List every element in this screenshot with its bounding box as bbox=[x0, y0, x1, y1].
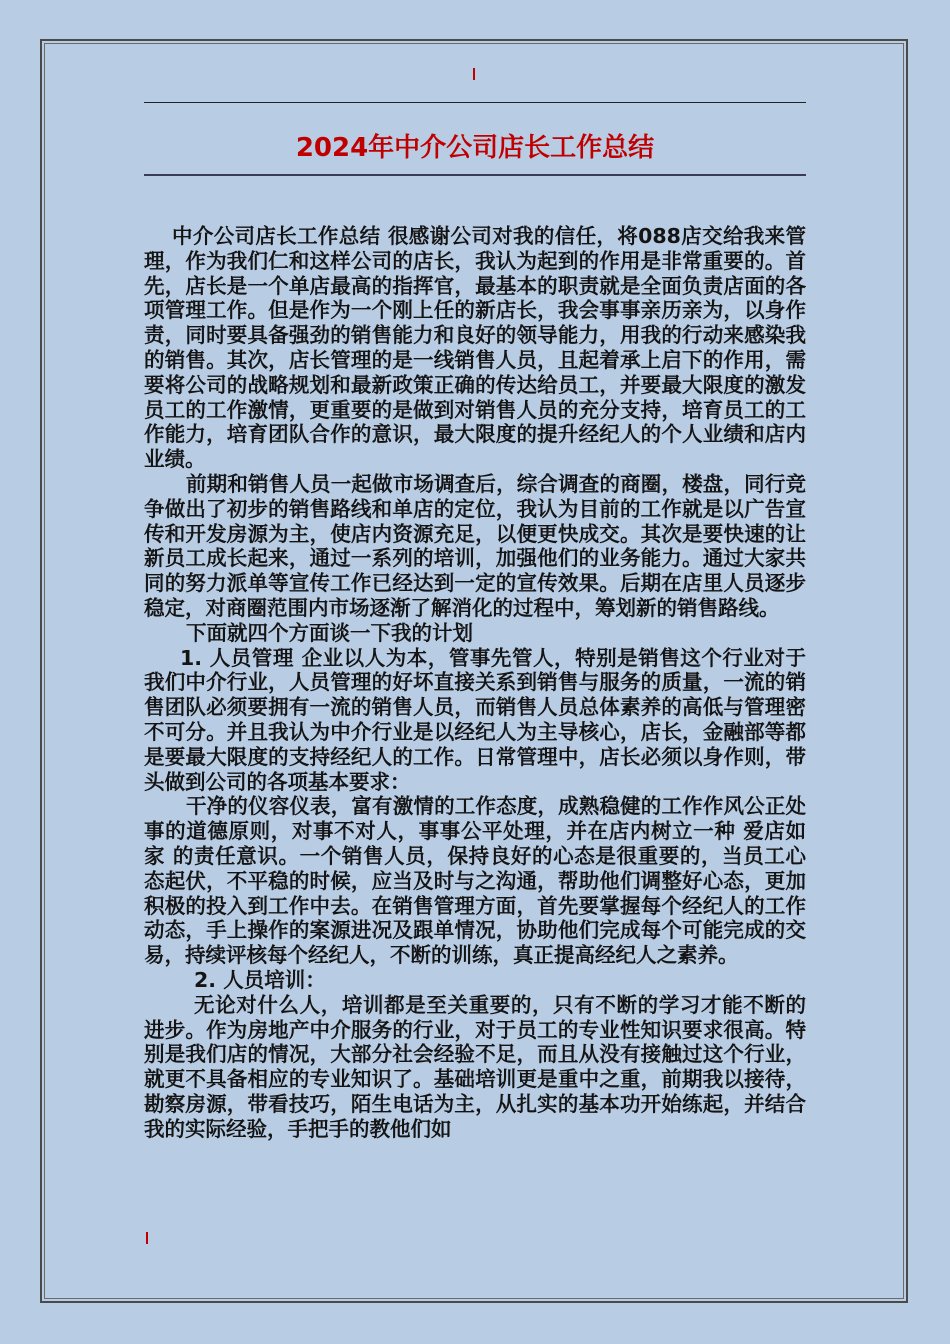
document-title: 2024年中介公司店长工作总结 bbox=[295, 133, 655, 163]
footer-cursor-mark bbox=[146, 1232, 148, 1244]
paragraph-personnel-management: 1. 人员管理 企业以人为本，管事先管人，特别是销售这个行业对于我们中介行业，人员管理的好坏直接关系到销售与服务的质量，一流的销售团队必须要拥有一流的销售人员，而销售人员总体素养的高低与管理密不可分。并且我认为中介行业是以经纪人为主导核心，店长，金融部等都是要最大限度的支持经纪人的工作。日常管理中，店长必须以身作则，带头做到公司的各项基本要求： bbox=[144, 645, 806, 794]
paragraph-training: 无论对什么人，培训都是至关重要的，只有不断的学习才能不断的进步。作为房地产中介服务的行业，对于员工的专业性知识要求很高。特别是我们店的情况，大部分社会经验不足，而且从没有接触过这个行业，就更不具备相应的专业知识了。基础培训更是重中之重，前期我以接待，勘察房源，带看技巧，陌生电话为主，从扎实的基本功开始练起，并结合我的实际经验，手把手的教他们如 bbox=[144, 992, 806, 1141]
paragraph-requirements: 干净的仪容仪表，富有激情的工作态度，成熟稳健的工作作风公正处事的道德原则，对事不对人，事事公平处理，并在店内树立一种 爱店如家 的责任意识。一个销售人员，保持良好的心态是很重要的，当员工心态起伏，不平稳的时候，应当及时与之沟通，帮助他们调整好心态，更加积极的投入到工作中去。在销售管理方面，首先要掌握每个经纪人的工作动态，手上操作的案源进况及跟单情况，协助他们完成每个可能完成的交易，持续评核每个经纪人，不断的训练，真正提高经纪人之素养。 bbox=[144, 794, 806, 968]
document-body bbox=[144, 224, 806, 1141]
paragraph-intro: 中介公司店长工作总结 很感谢公司对我的信任，将088店交给我来管理，作为我们仁和这样公司的店长，我认为起到的作用是非常重要的。首先，店长是一个单店最高的指挥官，最基本的职责就是全面负责店面的各项管理工作。但是作为一个刚上任的新店长，我会事事亲历亲为，以身作责，同时要具备强劲的销售能力和良好的领导能力，用我的行动来感染我的销售。其次，店长管理的是一线销售人员，且起着承上启下的作用，需要将公司的战略规划和最新政策正确的传达给员工，并要最大限度的激发员工的工作激情，更重要的是做到对销售人员的充分支持，培育员工的工作能力，培育团队合作的意识，最大限度的提升经纪人的个人业绩和店内业绩。 bbox=[144, 224, 806, 472]
title-rule bbox=[144, 174, 806, 176]
heading-personnel-training: 2. 人员培训： bbox=[194, 967, 326, 992]
paragraph-early-stage: 前期和销售人员一起做市场调查后，综合调查的商圈，楼盘，同行竞争做出了初步的销售路线和单店的定位，我认为目前的工作就是以广告宣传和开发房源为主，使店内资源充足，以便更快成交。其次是要快速的让新员工成长起来，通过一系列的培训，加强他们的业务能力。通过大家共同的努力派单等宣传工作已经达到一定的宣传效果。后期在店里人员逐步稳定，对商圈范围内市场逐渐了解消化的过程中，筹划新的销售路线。 bbox=[144, 471, 806, 620]
paragraph-plan-intro: 下面就四个方面谈一下我的计划 bbox=[186, 620, 473, 645]
header-rule bbox=[144, 102, 806, 103]
header-cursor-mark bbox=[473, 68, 475, 80]
